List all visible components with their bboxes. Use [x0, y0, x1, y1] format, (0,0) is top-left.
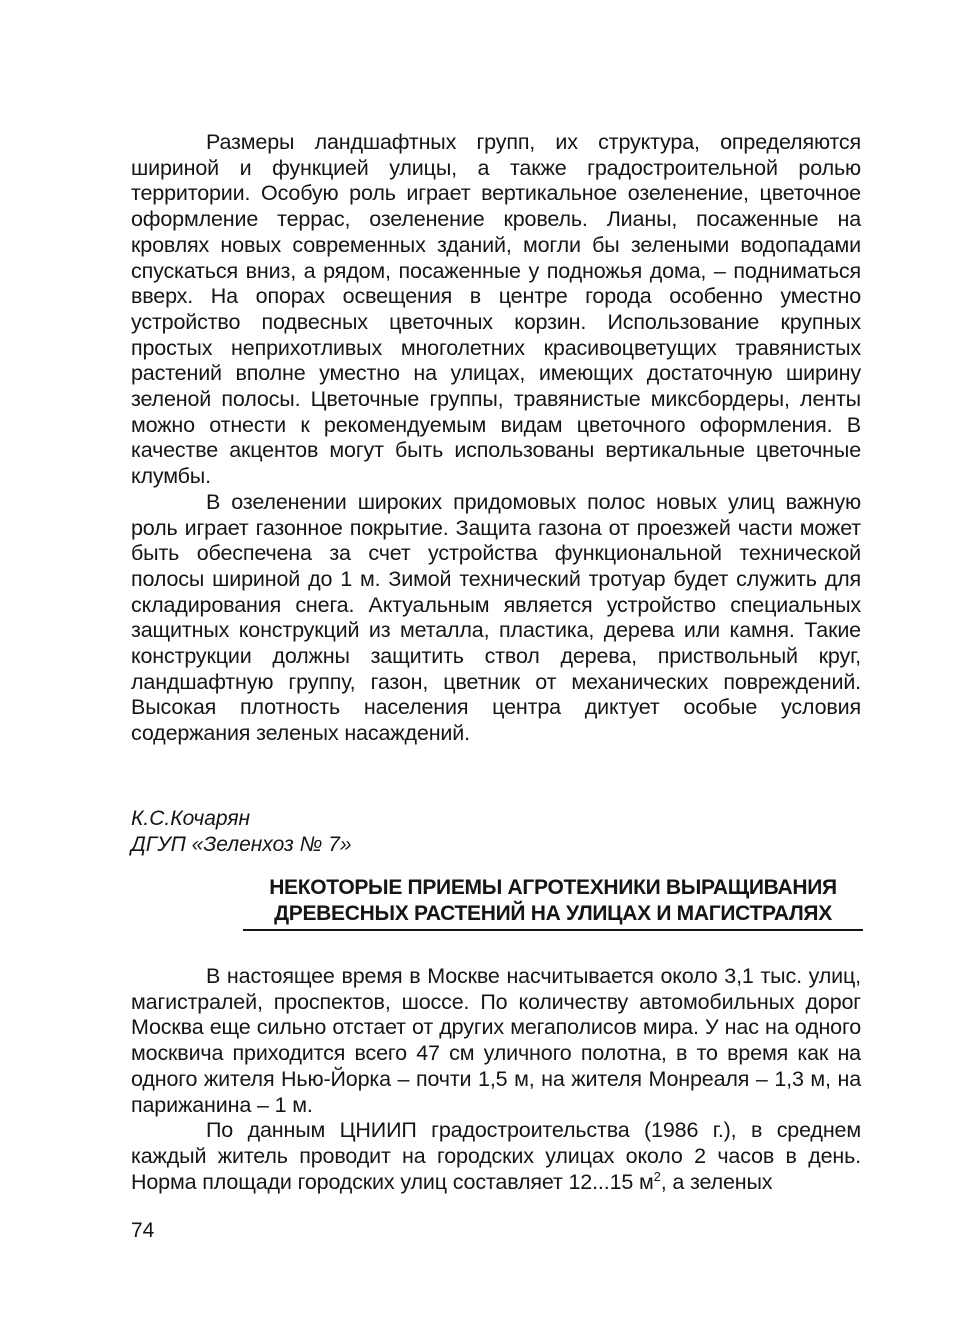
paragraph-landscape-groups: Размеры ландшафтных групп, их структура, определяются шириной и функцией улицы, а также градостроительной ролью территории. Особую роль играет вертикальное озеленение, цветочное оформление террас, озеленение кровель. Лианы, посаженные на кровлях новых современных зданий, могли бы зелеными водопадами спускаться вниз, а рядом, посаженные у подножья дома, – подниматься вверх. На опорах освещения в центре города особенно уместно устройство подвесных цветочных корзин. Использование крупных простых неприхотливых многолетних красивоцветущих травянистых растений вполне уместно на улицах, имеющих достаточную ширину зеленой полосы. Цветочные группы, травянистые миксбордеры, ленты можно отнести к рекомендуемым видам цветочного оформления. В качестве акцентов могут быть использованы вертикальные цветочные клумбы. — [131, 130, 861, 489]
page-number: 74 — [131, 1219, 155, 1242]
street-norms-text-end: , а зеленых — [660, 1169, 773, 1194]
top-text-block — [131, 130, 861, 747]
article-title-line-2: ДРЕВЕСНЫХ РАСТЕНИЙ НА УЛИЦАХ И МАГИСТРАЛЯХ — [274, 902, 832, 925]
paragraph-street-norms — [131, 1118, 861, 1195]
article-title-line-1: НЕКОТОРЫЕ ПРИЕМЫ АГРОТЕХНИКИ ВЫРАЩИВАНИЯ — [269, 876, 837, 899]
author-organization: ДГУП «Зеленхоз № 7» — [131, 833, 352, 856]
paragraph-lawn-protection: В озеленении широких придомовых полос новых улиц важную роль играет газонное покрытие. Защита газона от проезжей части может быть обеспечена за счет устройства функциональной технической полосы шириной до 1 м. Зимой технический тротуар будет служить для складирования снега. Актуальным является устройство специальных защитных конструкций из металла, пластика, дерева или камня. Такие конструкции должны защитить ствол дерева, приствольный круг, ландшафтную группу, газон, цветник от механических повреждений. Высокая плотность населения центра диктует особые условия содержания зеленых насаждений. — [131, 489, 861, 746]
author-block — [131, 806, 352, 858]
street-norms-text: По данным ЦНИИП градостроительства (1986 г.), в среднем каждый житель проводит на городских улицах около 2 часов в день. Норма площади городских улиц составляет 12...15 м — [131, 1118, 861, 1194]
paragraph-moscow-streets: В настоящее время в Москве насчитывается около 3,1 тыс. улиц, магистралей, проспектов, шоссе. По количеству автомобильных дорог Москва еще сильно отстает от других мегаполисов мира. У нас на одного москвича приходится всего 47 см уличного полотна, в то время как на одного жителя Нью-Йорка – почти 1,5 м, на жителя Монреаля – 1,3 м, на парижанина – 1 м. — [131, 964, 861, 1117]
squared-superscript: 2 — [653, 1168, 661, 1184]
bottom-text-block — [131, 964, 861, 1195]
article-title — [243, 875, 863, 931]
author-name: К.С.Кочарян — [131, 807, 251, 830]
